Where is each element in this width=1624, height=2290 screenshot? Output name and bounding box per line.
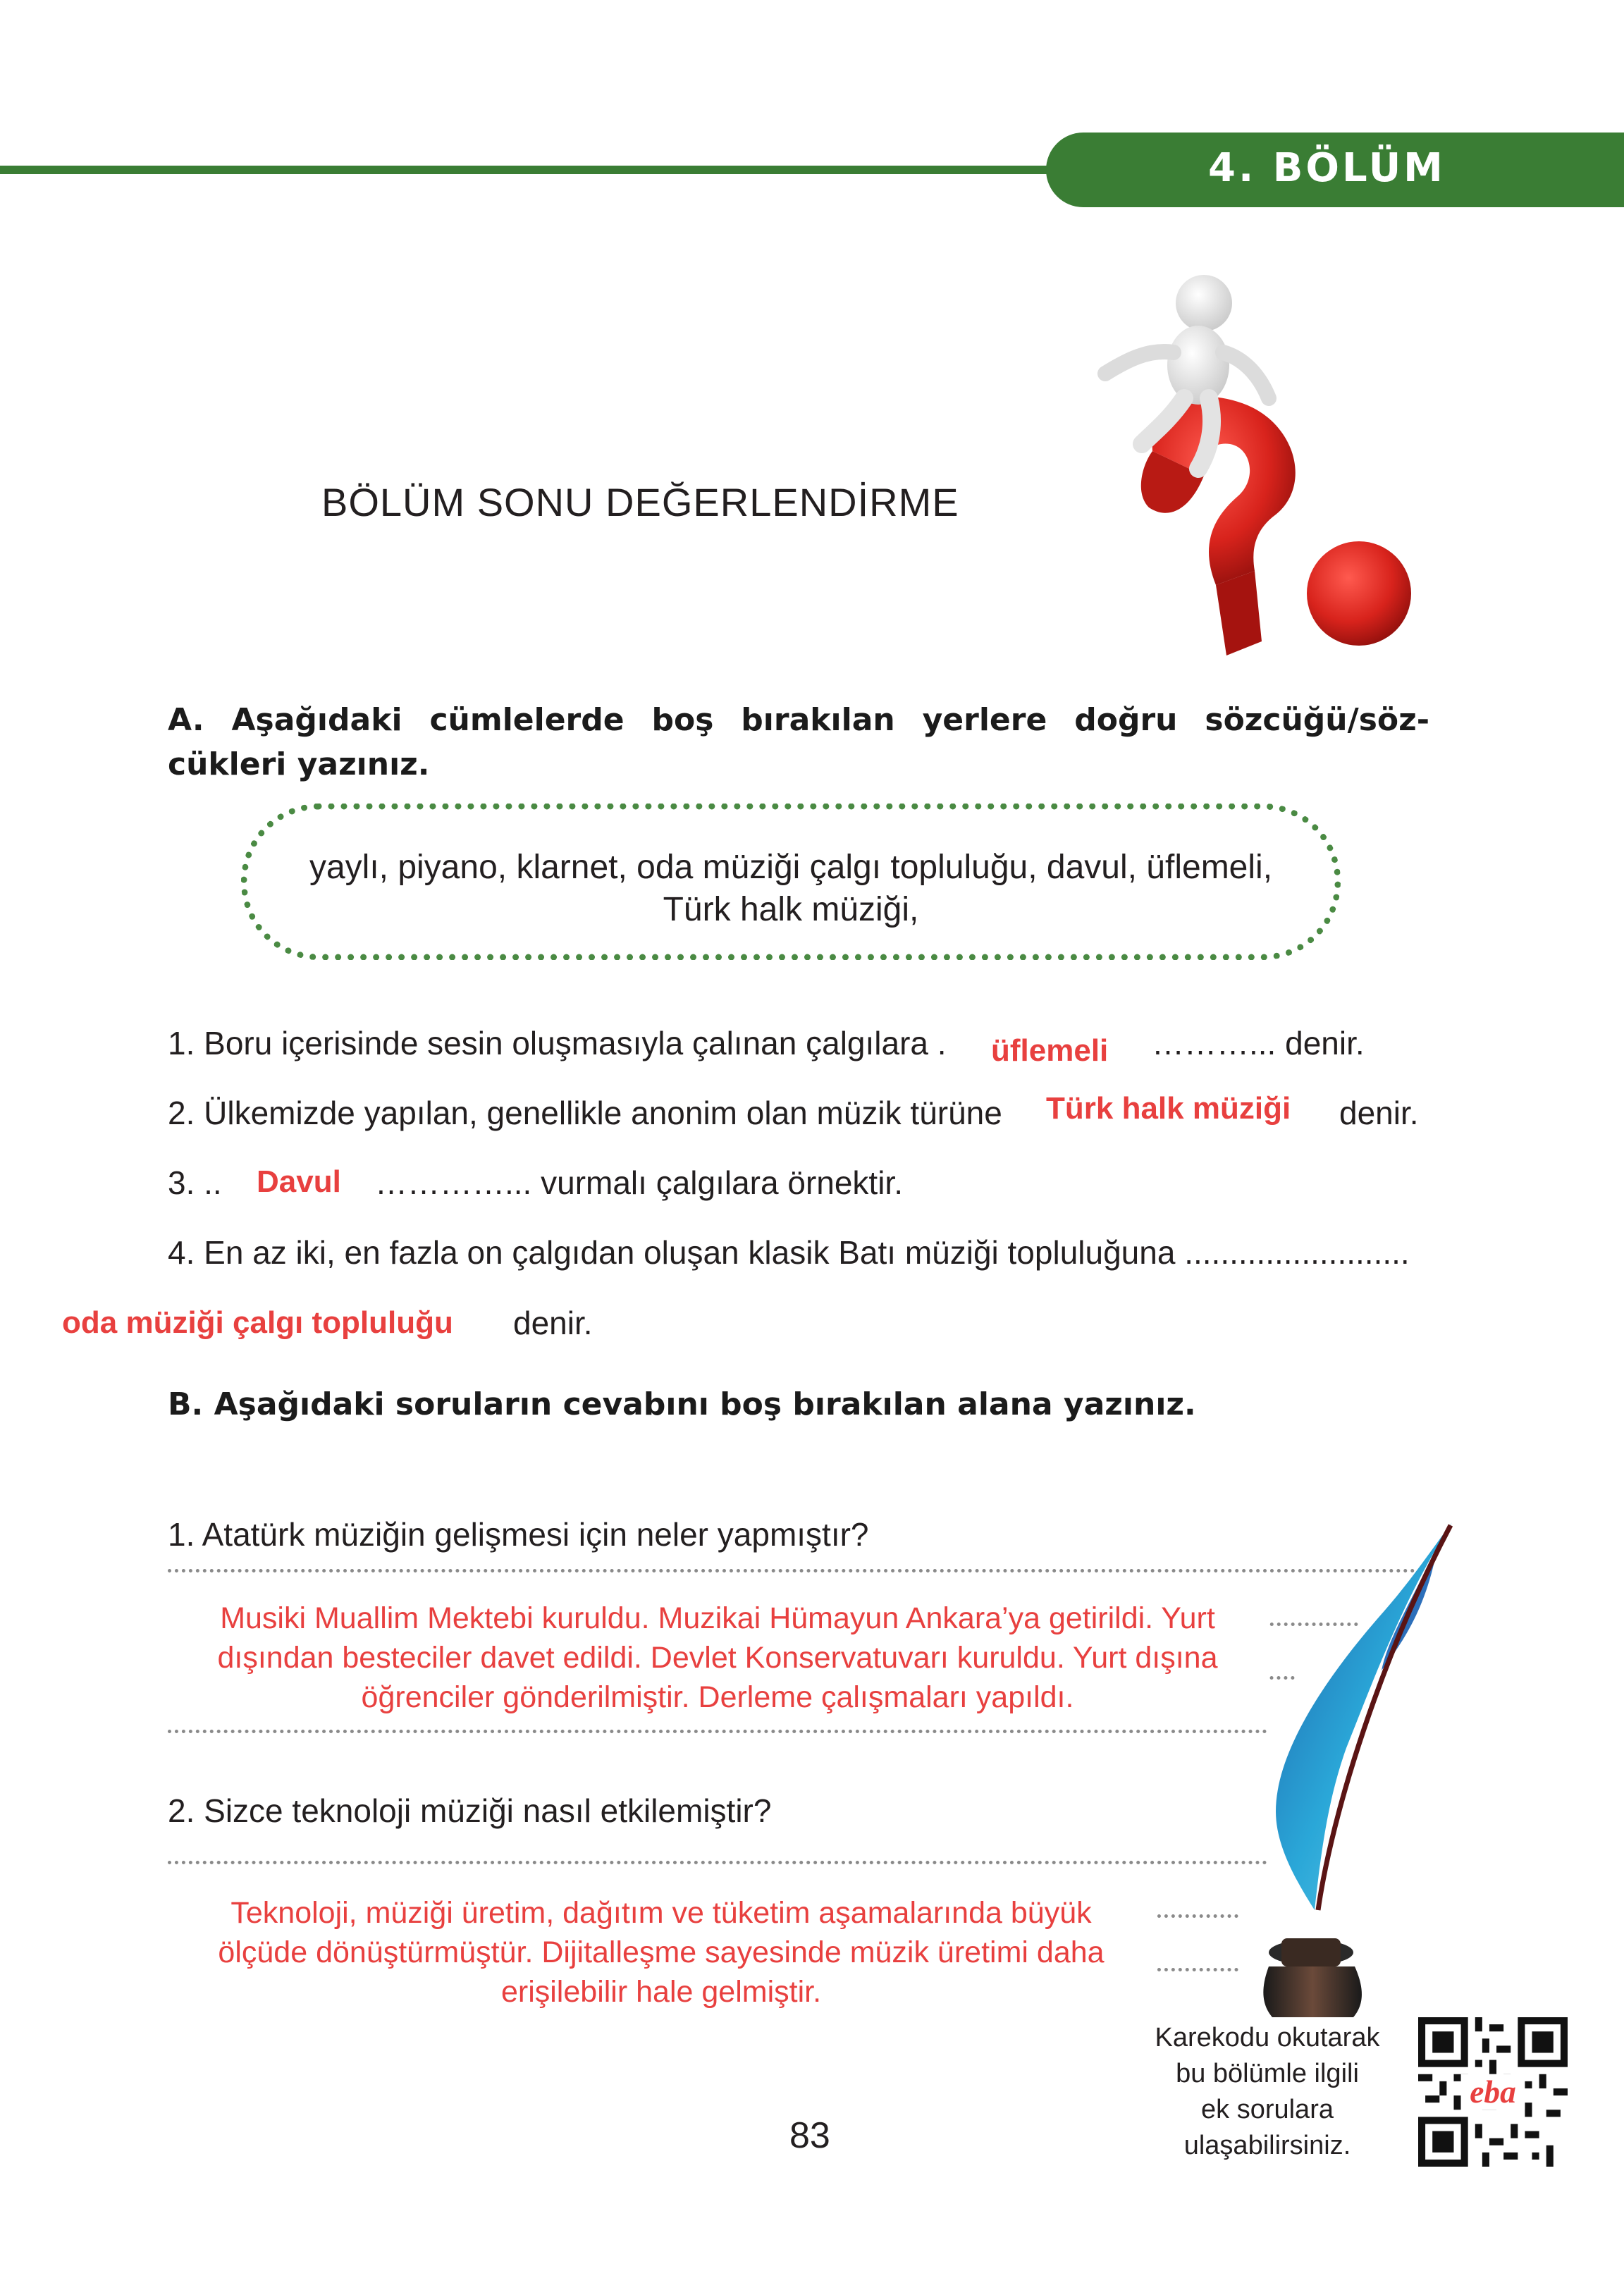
fill-item-3-text: 3. .. xyxy=(168,1164,222,1201)
answer-1-line: dışından besteciler davet edildi. Devlet Konservatuvarı kuruldu. Yurt dışına xyxy=(217,1641,1218,1675)
qr-caption-line: ulaşabilirsiniz. xyxy=(1183,2131,1351,2160)
answer-1-text xyxy=(168,1599,1267,1717)
section-a-heading: A. Aşağıdaki cümlelerde boş bırakılan yerlere doğru sözcüğü/söz-cükleri yazınız. xyxy=(168,702,1429,782)
section-b-heading: B. Aşağıdaki soruların cevabını boş bırakılan alana yazınız. xyxy=(168,1386,1196,1422)
answer-line xyxy=(168,1730,1267,1733)
fill-item-3-tail: …………... vurmalı çalgılara örnektir. xyxy=(375,1164,903,1201)
fill-item-2-answer: Türk halk müziği xyxy=(1046,1091,1291,1126)
question-2: 2. Sizce teknoloji müziği nasıl etkilemiştir? xyxy=(168,1792,772,1829)
page-number: 83 xyxy=(789,2115,830,2156)
word-bank-box xyxy=(241,804,1341,960)
eba-logo: eba xyxy=(1470,2074,1516,2110)
answer-1-line: Musiki Muallim Mektebi kuruldu. Muzikai Hümayun Ankara’ya getirildi. Yurt xyxy=(220,1601,1215,1635)
qr-caption-line: ek sorulara xyxy=(1201,2095,1334,2124)
question-mark-figure-illustration xyxy=(1085,275,1424,655)
fill-item-4-tail: denir. xyxy=(513,1305,593,1341)
chapter-tab xyxy=(1046,133,1624,207)
question-1: 1. Atatürk müziğin gelişmesi için neler yapmıştır? xyxy=(168,1516,869,1553)
qr-code-icon[interactable] xyxy=(1418,2017,1568,2167)
fill-item-2-text: 2. Ülkemizde yapılan, genellikle anonim olan müzik türüne xyxy=(168,1095,1002,1131)
word-bank-line: yaylı, piyano, klarnet, oda müziği çalgı topluluğu, davul, üflemeli, xyxy=(309,849,1273,886)
fill-item-1-answer: üflemeli xyxy=(991,1033,1109,1068)
answer-2-line: erişilebilir hale gelmiştir. xyxy=(500,1975,822,2009)
feather-inkwell-illustration xyxy=(1170,1515,1466,2023)
answer-2-line: Teknoloji, müziği üretim, dağıtım ve tüketim aşamalarında büyük xyxy=(230,1896,1092,1930)
qr-caption-line: Karekodu okutarak xyxy=(1155,2023,1380,2052)
chapter-label: 4. BÖLÜM xyxy=(1208,145,1446,191)
qr-caption xyxy=(1126,2020,1408,2164)
answer-2-text xyxy=(168,1893,1155,2012)
qr-caption-line: bu bölümle ilgili xyxy=(1176,2059,1359,2088)
fill-item-2-tail: denir. xyxy=(1339,1095,1419,1131)
answer-2-line: ölçüde dönüştürmüştür. Dijitalleşme sayesinde müzik üretimi daha xyxy=(218,1935,1105,1969)
fill-item-1-text: 1. Boru içerisinde sesin oluşmasıyla çalınan çalgılara . xyxy=(168,1025,947,1061)
page-title: BÖLÜM SONU DEĞERLENDİRME xyxy=(321,480,959,524)
header-rule xyxy=(0,166,1057,174)
answer-line xyxy=(168,1861,1267,1864)
fill-item-3-answer: Davul xyxy=(257,1164,341,1199)
fill-item-1-tail: ………... denir. xyxy=(1152,1025,1365,1061)
fill-item-4-answer: oda müziği çalgı topluluğu xyxy=(62,1305,453,1340)
word-bank-line: Türk halk müziği, xyxy=(663,891,919,928)
fill-item-4-text: 4. En az iki, en fazla on çalgıdan oluşan klasik Batı müziği topluluğuna ......................... xyxy=(168,1234,1410,1271)
answer-1-line: öğrenciler gönderilmiştir. Derleme çalışmaları yapıldı. xyxy=(361,1680,1074,1714)
